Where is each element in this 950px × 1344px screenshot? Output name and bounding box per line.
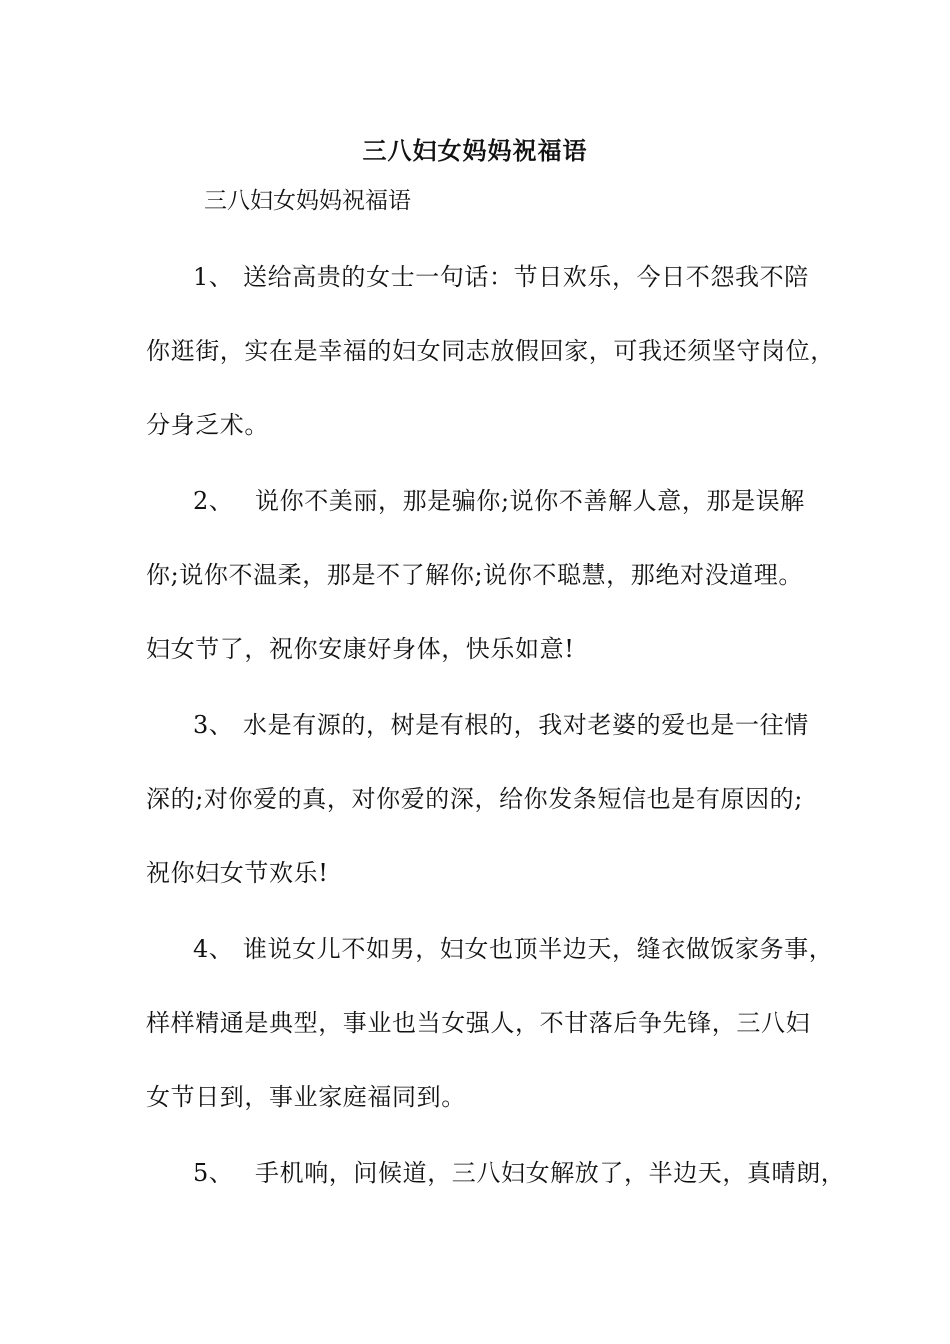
paragraph-2-line-2: 你;说你不温柔，那是不了解你;说你不聪慧，那绝对没道理。 bbox=[146, 561, 803, 589]
paragraph-4-line-1 bbox=[193, 932, 833, 966]
paragraph-number: 2、 bbox=[193, 487, 234, 515]
paragraph-3-line-3: 祝你妇女节欢乐! bbox=[146, 859, 329, 887]
paragraph-text: 手机响，问候道，三八妇女解放了，半边天，真晴朗， bbox=[255, 1159, 846, 1187]
paragraph-text: 送给高贵的女士一句话：节日欢乐，今日不怨我不陪 bbox=[243, 263, 809, 291]
paragraph-number: 3、 bbox=[193, 711, 234, 739]
paragraph-5-line-1 bbox=[193, 1156, 845, 1190]
paragraph-4-line-2: 样样精通是典型，事业也当女强人，不甘落后争先锋，三八妇 bbox=[146, 1009, 811, 1037]
paragraph-1-line-3: 分身乏术。 bbox=[146, 411, 269, 439]
paragraph-2-line-1 bbox=[193, 484, 805, 518]
document-subtitle: 三八妇女妈妈祝福语 bbox=[204, 188, 411, 214]
paragraph-number: 4、 bbox=[193, 935, 234, 963]
paragraph-text: 谁说女儿不如男，妇女也顶半边天，缝衣做饭家务事， bbox=[243, 935, 834, 963]
paragraph-number: 5、 bbox=[193, 1159, 234, 1187]
paragraph-1-line-1 bbox=[193, 260, 809, 294]
paragraph-text: 水是有源的，树是有根的，我对老婆的爱也是一往情 bbox=[243, 711, 809, 739]
paragraph-text: 说你不美丽，那是骗你;说你不善解人意，那是误解 bbox=[255, 487, 805, 515]
paragraph-number: 1、 bbox=[193, 263, 234, 291]
document-title: 三八妇女妈妈祝福语 bbox=[362, 136, 588, 165]
paragraph-4-line-3: 女节日到，事业家庭福同到。 bbox=[146, 1083, 466, 1111]
paragraph-3-line-2: 深的;对你爱的真，对你爱的深，给你发条短信也是有原因的; bbox=[146, 785, 803, 813]
paragraph-2-line-3: 妇女节了，祝你安康好身体，快乐如意! bbox=[146, 635, 575, 663]
paragraph-3-line-1 bbox=[193, 708, 809, 742]
paragraph-1-line-2: 你逛街，实在是幸福的妇女同志放假回家，可我还须坚守岗位， bbox=[146, 337, 835, 365]
